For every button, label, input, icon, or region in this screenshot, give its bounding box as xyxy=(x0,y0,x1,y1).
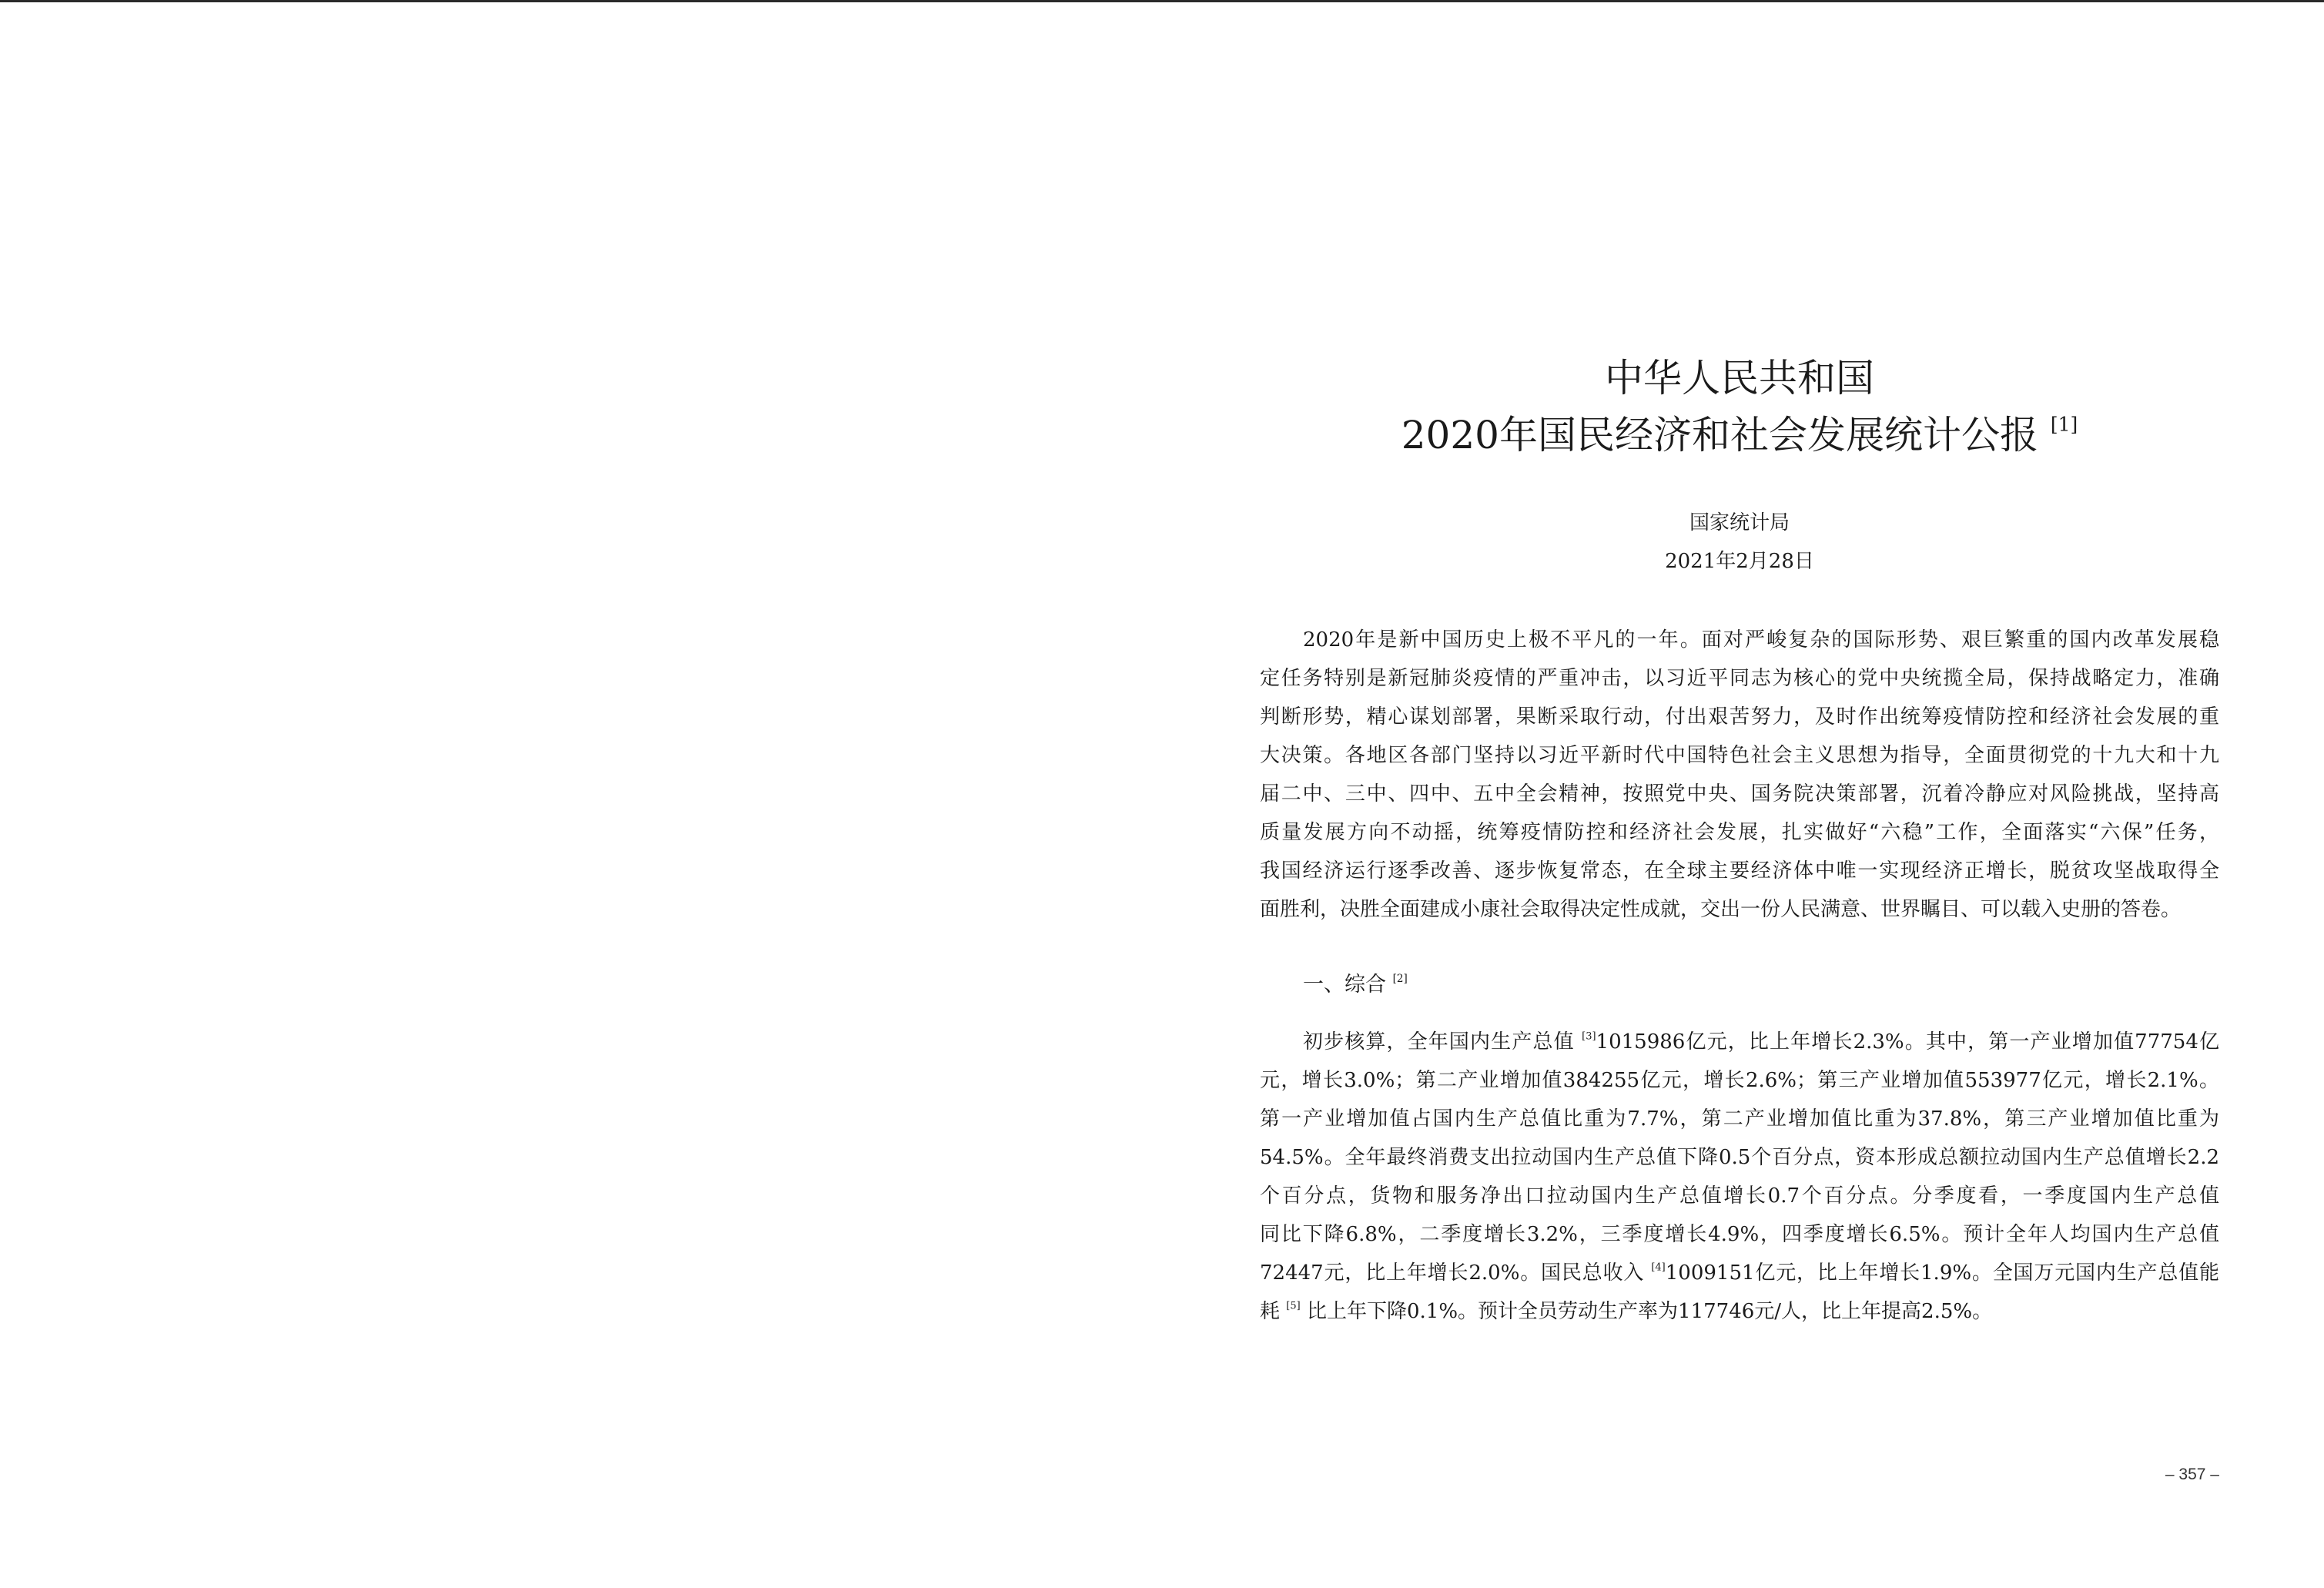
intro-line: 面胜利，决胜全面建成小康社会取得决定性成就，交出一份人民满意、世界瞩目、可以载入史册的答卷。 xyxy=(1260,898,2182,921)
footnote-marker: [4] xyxy=(1651,1261,1666,1274)
overview-line: 初步核算，全年国内生产总值 [3]1015986亿元，比上年增长2.3%。其中，第一产业增加值77754亿 xyxy=(1303,1030,2219,1054)
intro-paragraph xyxy=(1260,621,2219,929)
footnote-marker: [3] xyxy=(1582,1030,1596,1043)
overview-line: 54.5%。全年最终消费支出拉动国内生产总值下降0.5个百分点，资本形成总额拉动国内生产总值增长2.2 xyxy=(1260,1146,2219,1169)
page-number: – 357 – xyxy=(2165,1466,2219,1483)
document-author: 国家统计局 xyxy=(1689,511,1790,534)
intro-line: 大决策。各地区各部门坚持以习近平新时代中国特色社会主义思想为指导，全面贯彻党的十九大和十九 xyxy=(1260,744,2219,767)
overview-line: 元，增长3.0%；第二产业增加值384255亿元，增长2.6%；第三产业增加值553977亿元，增长2.1%。 xyxy=(1260,1069,2219,1092)
document-title-line1: 中华人民共和国 xyxy=(1605,356,1874,400)
footnote-marker: [5] xyxy=(1286,1300,1301,1312)
intro-line: 届二中、三中、四中、五中全会精神，按照党中央、国务院决策部署，沉着冷静应对风险挑战，坚持高 xyxy=(1260,782,2219,806)
intro-line: 判断形势，精心谋划部署，果断采取行动，付出艰苦努力，及时作出统筹疫情防控和经济社会发展的重 xyxy=(1260,705,2219,729)
document-date: 2021年2月28日 xyxy=(1665,550,1814,573)
overview-line: 个百分点，货物和服务净出口拉动国内生产总值增长0.7个百分点。分季度看，一季度国内生产总值 xyxy=(1260,1184,2219,1208)
intro-line: 我国经济运行逐季改善、逐步恢复常态，在全球主要经济体中唯一实现经济正增长，脱贫攻坚战取得全 xyxy=(1260,859,2219,883)
document-title-line2: 2020年国民经济和社会发展统计公报 [1] xyxy=(1401,413,2078,457)
title-footnote-marker: [1] xyxy=(2050,413,2078,436)
overview-line: 同比下降6.8%，二季度增长3.2%，三季度增长4.9%，四季度增长6.5%。预计全年人均国内生产总值 xyxy=(1260,1223,2219,1246)
intro-line: 定任务特别是新冠肺炎疫情的严重冲击，以习近平同志为核心的党中央统揽全局，保持战略定力，准确 xyxy=(1260,667,2219,690)
overview-line: 72447元，比上年增长2.0%。国民总收入 [4]1009151亿元，比上年增长1.9%。全国万元国内生产总值能 xyxy=(1260,1261,2219,1285)
overview-line: 耗 [5] 比上年下降0.1%。预计全员劳动生产率为117746元/人，比上年提高2.5%。 xyxy=(1260,1300,1993,1323)
section-heading-overview: 一、综合 [2] xyxy=(1303,972,1408,997)
intro-line: 质量发展方向不动摇，统筹疫情防控和经济社会发展，扎实做好“六稳”工作，全面落实“六保”任务， xyxy=(1260,821,2219,844)
overview-line: 第一产业增加值占国内生产总值比重为7.7%，第二产业增加值比重为37.8%，第三产业增加值比重为 xyxy=(1260,1107,2219,1131)
heading-footnote-marker: [2] xyxy=(1392,972,1408,985)
document-page xyxy=(1260,0,2219,1588)
overview-paragraph xyxy=(1260,1023,2219,1331)
intro-line: 2020年是新中国历史上极不平凡的一年。面对严峻复杂的国际形势、艰巨繁重的国内改革发展稳 xyxy=(1303,628,2219,652)
